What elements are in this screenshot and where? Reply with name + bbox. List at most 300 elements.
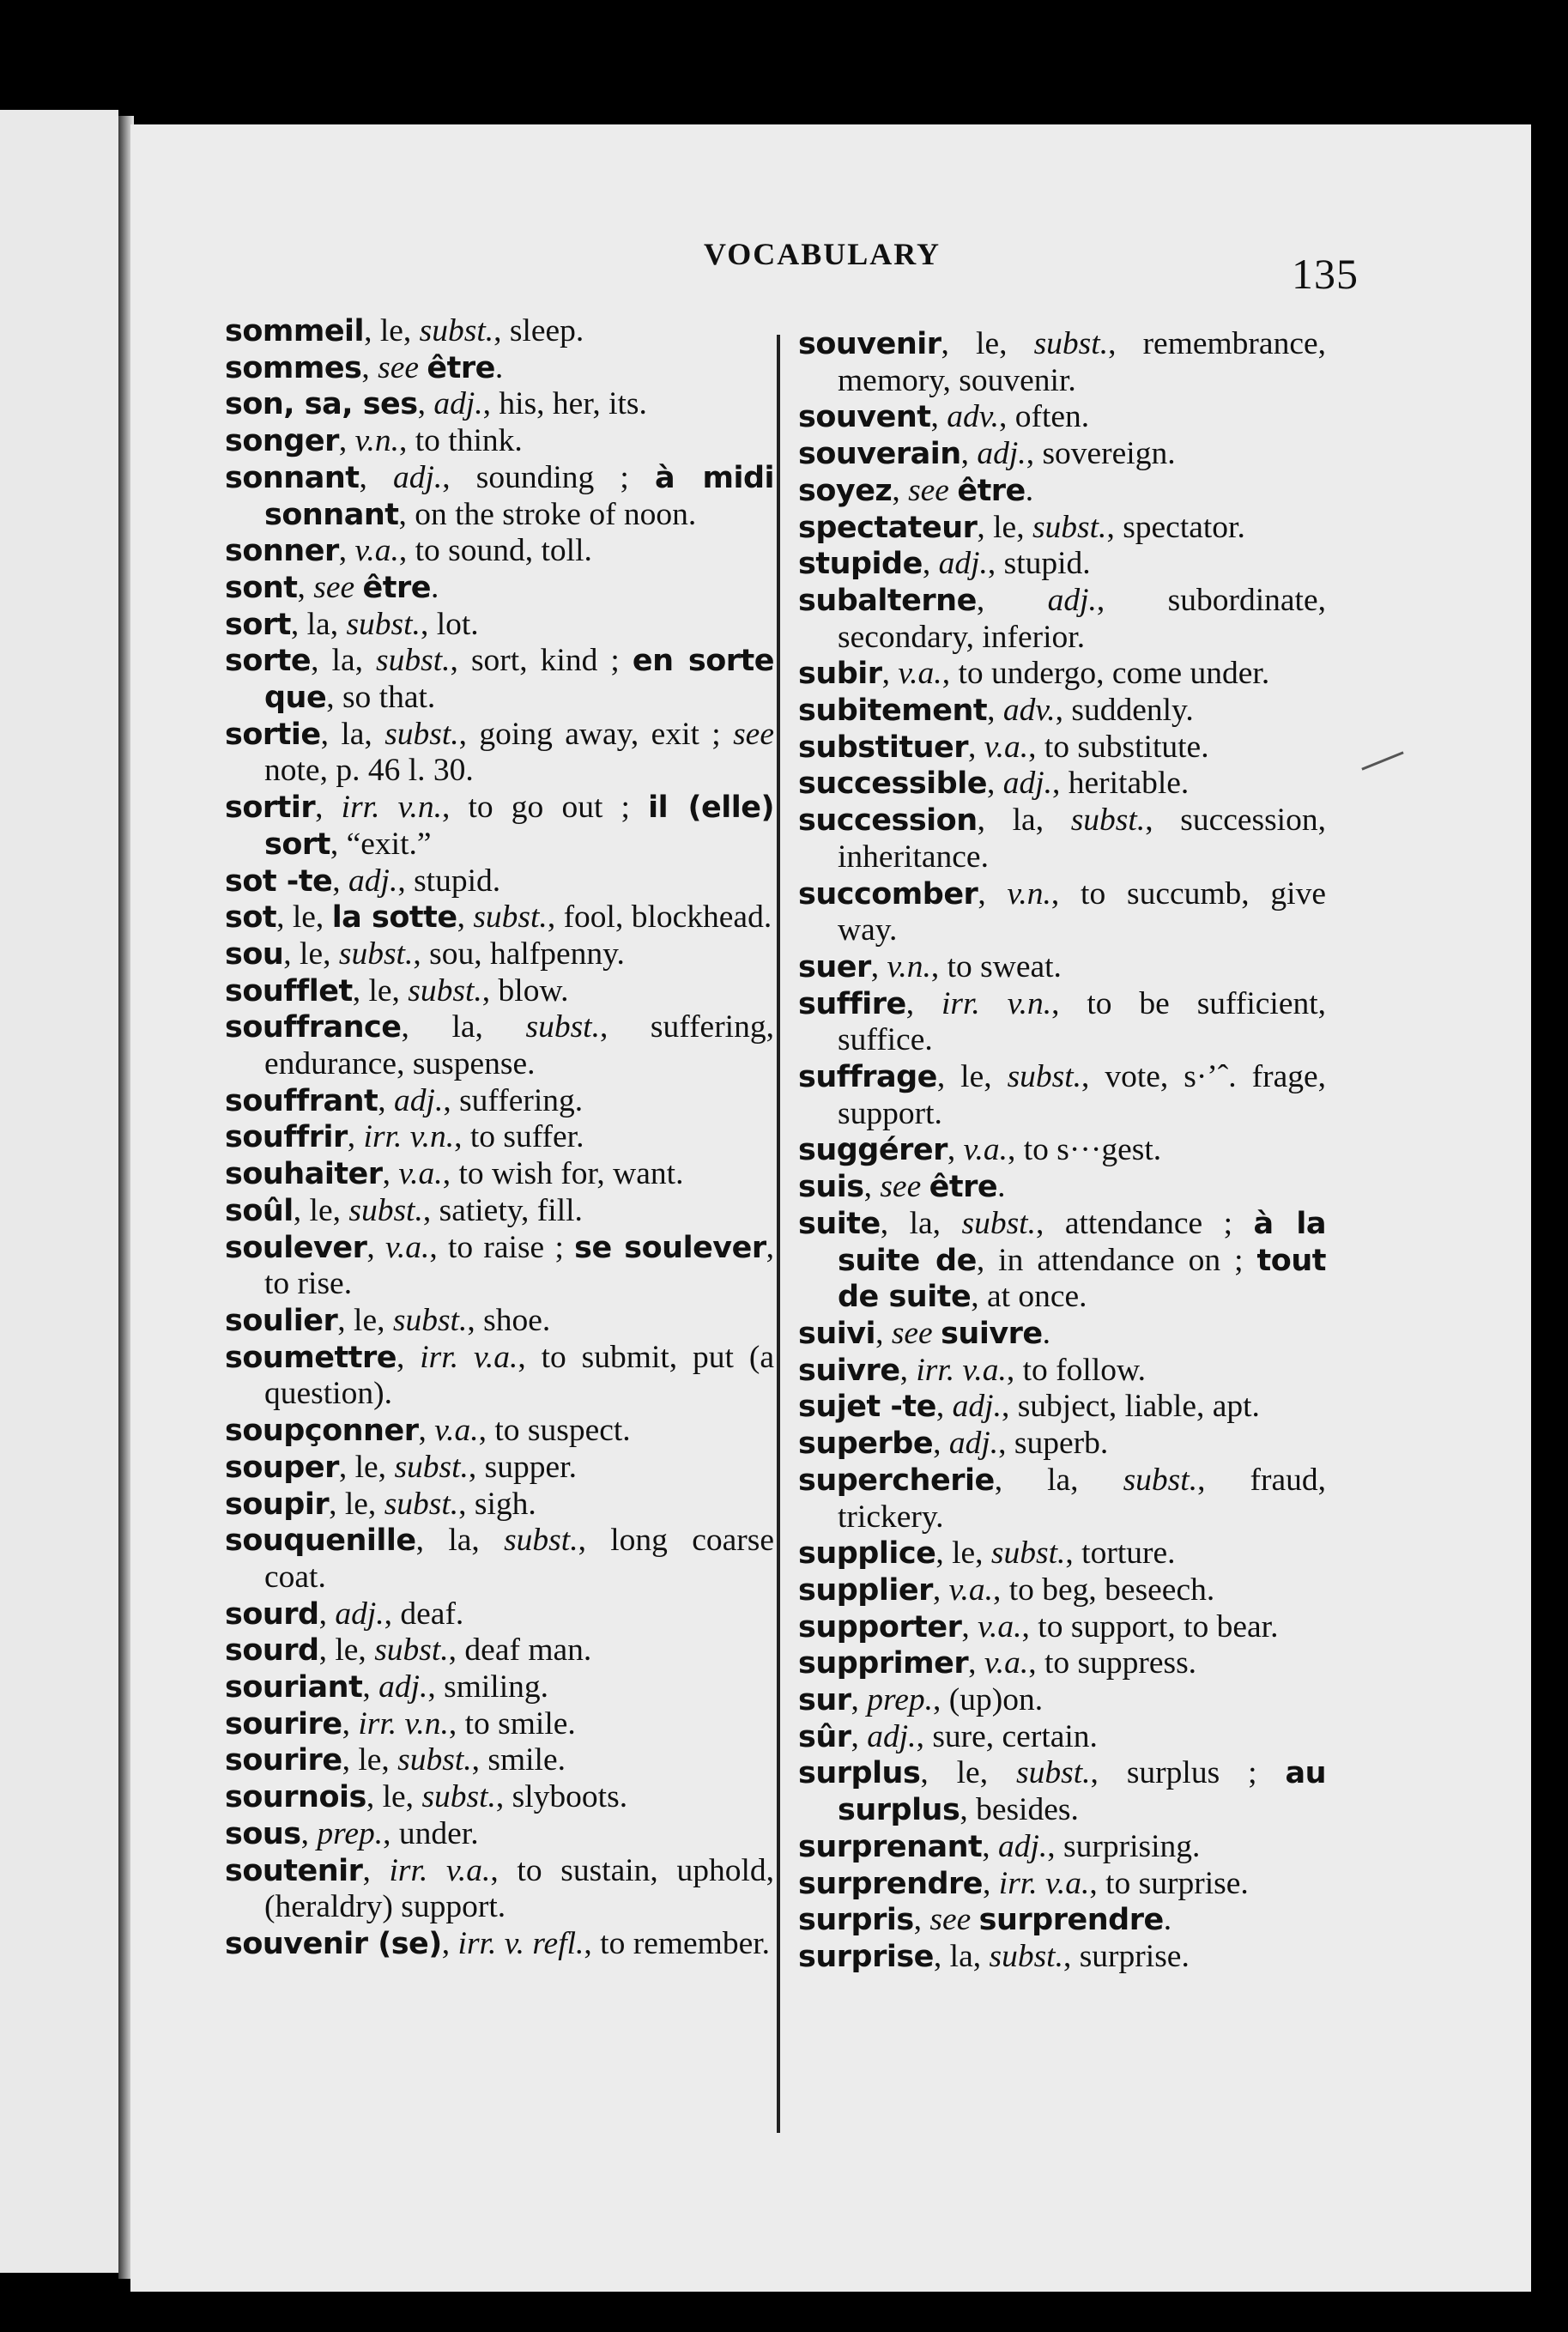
definition-text: , to sustain, uphold, (heraldry) support.	[264, 1852, 774, 1925]
definition-text: .	[494, 349, 504, 385]
grammar-label: subst.	[989, 1938, 1063, 1974]
grammar-label: v.a.	[434, 1413, 479, 1449]
vocab-entry	[225, 1926, 774, 1963]
definition-text: , torture.	[1065, 1535, 1176, 1572]
vocab-entry	[225, 1083, 774, 1120]
definition-text: , attendance ;	[1035, 1205, 1254, 1241]
definition-text: , deaf man.	[448, 1632, 592, 1669]
headword: soutenir	[225, 1853, 363, 1888]
definition-text: , in attendance on ;	[976, 1242, 1257, 1278]
grammar-label: v.a.	[898, 656, 942, 692]
definition-text: , sort, kind ;	[450, 643, 633, 679]
headword: être	[362, 570, 432, 605]
headword: soulever	[225, 1230, 367, 1265]
definition-text: , to s···gest.	[1007, 1132, 1162, 1168]
definition-text: ,	[851, 1718, 868, 1754]
definition-text: ,	[417, 386, 434, 422]
headword: sommes	[225, 350, 362, 385]
definition-text: , le,	[920, 1755, 1017, 1791]
definition-text	[354, 570, 362, 605]
definition-text: , to raise ;	[429, 1229, 575, 1265]
vocab-entry	[798, 1132, 1326, 1169]
vocab-entry	[798, 693, 1326, 730]
headword: substituer	[798, 730, 969, 765]
definition-text: , to substitute.	[1028, 729, 1209, 765]
grammar-label: see	[313, 569, 355, 605]
definition-text: ,	[863, 1169, 881, 1205]
definition-text: ,	[875, 1315, 892, 1351]
running-head: VOCABULARY	[704, 237, 941, 271]
vocab-entry	[798, 1389, 1326, 1426]
grammar-label: subst.	[346, 606, 421, 642]
headword: sort	[225, 607, 291, 642]
definition-text: , sou, halfpenny.	[413, 936, 625, 972]
headword: en sorte que	[264, 644, 774, 716]
vocab-entry	[225, 386, 774, 423]
headword: superbe	[798, 1426, 934, 1462]
grammar-label: subst.	[473, 899, 548, 936]
headword: spectateur	[798, 510, 978, 545]
grammar-label: adj.	[394, 1082, 444, 1118]
definition-text: , le,	[936, 1059, 1008, 1095]
definition-text: ,	[986, 766, 1003, 802]
definition-text: , stupid.	[987, 546, 1091, 582]
headword: à la suite de	[838, 1206, 1326, 1278]
grammar-label: subst.	[1070, 803, 1146, 839]
definition-text: , le,	[337, 1302, 393, 1338]
definition-text: , satiety, fill.	[422, 1192, 583, 1228]
definition-text: , le,	[977, 509, 1032, 545]
definition-text: , le,	[364, 313, 420, 348]
vocab-entry	[225, 607, 774, 644]
grammar-label: adj.	[392, 459, 443, 495]
definition-text: ,	[932, 1572, 949, 1608]
headword: stupide	[798, 547, 923, 582]
headword: soufflet	[225, 973, 353, 1009]
definition-text: , to support, to bear.	[1021, 1608, 1279, 1645]
headword: supplice	[798, 1536, 936, 1572]
headword: sortie	[225, 717, 321, 752]
headword: sur	[798, 1683, 851, 1718]
definition-text: , smile.	[471, 1742, 566, 1778]
grammar-label: adj.	[348, 863, 398, 899]
vocab-entry	[225, 1450, 774, 1487]
headword: supprimer	[798, 1646, 969, 1681]
definition-text	[949, 473, 957, 508]
definition-text: ,	[968, 729, 984, 765]
grammar-label: v.a.	[984, 729, 1029, 765]
headword: sûr	[798, 1719, 851, 1754]
headword: suivi	[798, 1316, 876, 1351]
vocab-entry	[798, 1682, 1326, 1719]
vocab-entry	[798, 803, 1326, 875]
grammar-label: subst.	[1123, 1462, 1198, 1498]
definition-text: , sure, certain.	[916, 1718, 1098, 1754]
headword: tout de suite	[838, 1243, 1326, 1315]
definition-text: ,	[960, 436, 978, 472]
vocab-entry	[225, 1853, 774, 1926]
vocab-entry	[225, 533, 774, 570]
definition-text: ,	[978, 875, 1008, 912]
definition-text: .	[1025, 472, 1034, 508]
definition-text: ,	[968, 1645, 984, 1681]
definition-text: , to beg, beseech.	[992, 1572, 1215, 1608]
headword: sournois	[225, 1780, 366, 1815]
definition-text: , le,	[276, 899, 332, 936]
vocab-entry	[225, 973, 774, 1010]
definition-text: , succession, inheritance.	[838, 803, 1326, 875]
grammar-label: subst.	[384, 1486, 459, 1522]
grammar-label: subst.	[392, 1302, 468, 1338]
headword: soumettre	[225, 1340, 397, 1375]
definition-text: , le,	[366, 1779, 422, 1815]
vocab-entry	[798, 1463, 1326, 1535]
headword: souhaiter	[225, 1157, 383, 1192]
definition-text: , to sound, toll.	[398, 533, 592, 569]
definition-text: ,	[338, 533, 355, 569]
definition-text: , surplus ;	[1090, 1755, 1286, 1791]
vocab-entry	[798, 1059, 1326, 1132]
headword: sous	[225, 1816, 301, 1851]
headword: surprendre	[798, 1866, 984, 1901]
vocab-entry	[798, 1609, 1326, 1646]
definition-text: , sovereign.	[1026, 436, 1176, 472]
vocab-entry	[798, 1829, 1326, 1866]
vocab-entry	[225, 643, 774, 716]
grammar-label: irr. v. refl.	[457, 1925, 584, 1961]
definition-text: , la,	[290, 606, 347, 642]
headword: souffrir	[225, 1120, 348, 1155]
definition-text: , to submit, put (a question).	[264, 1339, 775, 1412]
definition-text: ,	[881, 656, 899, 692]
definition-text: , long coarse coat.	[264, 1523, 774, 1595]
definition-text: , subject, liable, apt.	[1001, 1389, 1260, 1425]
headword: soupçonner	[225, 1414, 419, 1449]
headword: suivre	[941, 1316, 1043, 1351]
definition-text: , la,	[415, 1523, 505, 1559]
headword: sot	[225, 900, 277, 936]
vocab-entry	[225, 1779, 774, 1816]
definition-text: , le,	[338, 1449, 395, 1485]
vocab-entry	[798, 1169, 1326, 1206]
grammar-label: irr. v.a.	[389, 1852, 491, 1888]
headword: subir	[798, 657, 882, 692]
definition-text: , sounding ;	[442, 459, 655, 495]
headword: suggérer	[798, 1133, 947, 1168]
vocab-entry	[798, 766, 1326, 803]
definition-text: , la,	[994, 1462, 1123, 1498]
vocab-entry	[225, 1596, 774, 1633]
definition-text: , besides.	[960, 1792, 1079, 1828]
definition-text: , supper.	[468, 1449, 577, 1485]
vocab-entry	[798, 1535, 1326, 1572]
grammar-label: subst.	[990, 1535, 1066, 1572]
headword: subitement	[798, 694, 988, 729]
grammar-label: v.a.	[984, 1645, 1029, 1681]
vocab-entry	[225, 1816, 774, 1853]
grammar-label: subst.	[394, 1449, 469, 1485]
definition-text: ,	[332, 863, 349, 899]
definition-text: , to rise.	[264, 1229, 774, 1302]
definition-text: ,	[983, 1865, 999, 1901]
headword: être	[427, 350, 495, 385]
definition-text: , le,	[329, 1486, 384, 1522]
definition-text	[921, 1169, 929, 1204]
vocab-entry	[225, 313, 774, 350]
column-divider	[777, 335, 780, 2133]
definition-text: , sigh.	[458, 1486, 536, 1522]
vocab-entry	[798, 730, 1326, 766]
vocab-entry	[798, 510, 1326, 547]
definition-text: , “exit.”	[330, 826, 432, 862]
vocab-entry	[225, 350, 774, 387]
definition-text: , heritable.	[1051, 766, 1190, 802]
headword: souvent	[798, 400, 931, 435]
grammar-label: irr. v.n.	[941, 985, 1052, 1021]
grammar-label: subst.	[504, 1523, 578, 1559]
headword: souvenir	[798, 327, 941, 361]
headword: souquenille	[225, 1523, 416, 1559]
headword: à midi sonnant	[264, 460, 774, 532]
definition-text: ,	[947, 1132, 964, 1168]
headword: il (elle) sort	[264, 790, 774, 862]
vocab-entry	[798, 1426, 1326, 1463]
definition-text: .	[431, 569, 439, 605]
headword: sot -te	[225, 863, 333, 899]
definition-text	[933, 1316, 941, 1351]
vocab-entry	[225, 1340, 774, 1413]
definition-text: ,	[362, 1852, 390, 1888]
definition-text: , to wish for, want.	[442, 1156, 684, 1192]
definition-text: , to remember.	[584, 1925, 771, 1961]
grammar-label: adj.	[867, 1718, 917, 1754]
definition-text: , surprise.	[1062, 1938, 1190, 1974]
definition-text: , la,	[977, 803, 1071, 839]
headword: succession	[798, 803, 978, 839]
definition-text: , la,	[933, 1938, 990, 1974]
definition-text: , to think.	[398, 423, 523, 459]
definition-text: , suddenly.	[1055, 693, 1194, 729]
definition-text: .	[997, 1169, 1006, 1205]
definition-text: ,	[961, 1608, 978, 1645]
vocab-entry	[225, 1523, 774, 1596]
vocab-entry	[798, 1645, 1326, 1682]
definition-text: ,	[396, 1339, 421, 1375]
grammar-label: v.n.	[1007, 875, 1051, 912]
grammar-label: adj.	[977, 436, 1026, 472]
headword: suite	[798, 1206, 881, 1241]
definition-text: , to suffer.	[454, 1119, 584, 1155]
headword: sourd	[225, 1633, 319, 1669]
grammar-label: v.a.	[398, 1156, 443, 1192]
vocab-entry	[225, 790, 774, 863]
definition-text: , le,	[941, 326, 1034, 361]
grammar-label: see	[880, 1169, 922, 1205]
headword: songer	[225, 424, 339, 459]
grammar-label: adj.	[1002, 766, 1052, 802]
grammar-label: subst.	[421, 1779, 496, 1815]
headword: surprise	[798, 1939, 934, 1974]
definition-text: ,	[378, 1082, 395, 1118]
definition-text: , smiling.	[427, 1669, 549, 1705]
definition-text: , le,	[318, 1632, 375, 1669]
grammar-label: v.a.	[963, 1132, 1008, 1168]
definition-text: , shoe.	[467, 1302, 551, 1338]
vocab-entry	[798, 1866, 1326, 1903]
definition-text: , la,	[311, 643, 377, 679]
grammar-label: v.a.	[384, 1229, 430, 1265]
headword: sourd	[225, 1596, 319, 1632]
definition-text: ,	[892, 472, 909, 508]
vocab-entry	[798, 1902, 1326, 1939]
grammar-label: irr. v.n.	[358, 1705, 449, 1741]
headword: suffrage	[798, 1060, 937, 1095]
grammar-label: irr. v.n.	[363, 1119, 455, 1155]
grammar-label: subst.	[525, 1009, 600, 1045]
grammar-label: prep.	[867, 1682, 933, 1718]
grammar-label: adj.	[335, 1596, 384, 1632]
grammar-label: irr. v.n.	[341, 790, 442, 826]
grammar-label: adj.	[938, 546, 988, 582]
definition-text: , to sweat.	[930, 948, 1062, 984]
definition-text: , remembrance, memory, souvenir.	[838, 326, 1326, 398]
definition-text: ,	[933, 1426, 949, 1462]
vocab-entry	[225, 1669, 774, 1706]
vocab-entry	[225, 1303, 774, 1340]
headword: son, sa, ses	[225, 387, 418, 422]
definition-text: ,	[366, 1229, 385, 1265]
definition-text: , to succumb, give way.	[838, 875, 1326, 948]
definition-text: , to smile.	[448, 1705, 576, 1741]
grammar-label: subst.	[961, 1205, 1036, 1241]
definition-text: , to surprise.	[1089, 1865, 1249, 1901]
definition-text: , under.	[383, 1815, 479, 1851]
headword: sou	[225, 936, 284, 972]
headword: souper	[225, 1450, 339, 1485]
definition-text: , subordinate, secondary, inferior.	[838, 582, 1326, 655]
headword: suis	[798, 1170, 864, 1205]
definition-text: , to suppress.	[1028, 1645, 1197, 1681]
definition-text: , le,	[935, 1535, 991, 1572]
grammar-label: adj.	[952, 1389, 1002, 1425]
headword: supporter	[798, 1609, 962, 1645]
definition-text: ,	[899, 1352, 917, 1388]
headword: souffrant	[225, 1083, 378, 1118]
headword: souverain	[798, 437, 961, 472]
definition-text: , fraud, trickery.	[838, 1462, 1326, 1535]
grammar-label: irr. v.a.	[916, 1352, 1007, 1388]
definition-text: , blow.	[481, 972, 569, 1009]
definition-text: , often.	[999, 399, 1090, 435]
vocab-entry	[225, 1487, 774, 1523]
vocab-entry	[798, 473, 1326, 510]
vocab-entry	[225, 1742, 774, 1779]
grammar-label: subst.	[376, 643, 451, 679]
definition-text: , suffering.	[443, 1082, 584, 1118]
definition-text: , le,	[293, 1192, 349, 1228]
grammar-label: subst.	[384, 716, 459, 752]
definition-text: ,	[297, 569, 314, 605]
left-column	[225, 313, 774, 1963]
definition-text: ,	[318, 1596, 336, 1632]
headword: soupir	[225, 1487, 330, 1522]
grammar-label: v.a.	[948, 1572, 993, 1608]
vocab-entry	[798, 436, 1326, 473]
grammar-label: see	[891, 1315, 933, 1351]
headword: surprenant	[798, 1829, 983, 1864]
definition-text: ,	[441, 1925, 458, 1961]
vocab-entry	[798, 1316, 1326, 1353]
vocab-entry	[225, 1119, 774, 1156]
vocab-entry	[225, 570, 774, 607]
grammar-label: adj.	[948, 1426, 999, 1462]
definition-text: ,	[851, 1682, 868, 1718]
headword: surplus	[798, 1756, 921, 1791]
vocab-entry	[225, 1413, 774, 1450]
vocab-entry	[798, 986, 1326, 1059]
vocab-entry	[225, 1009, 774, 1082]
definition-text: , to follow.	[1006, 1352, 1147, 1388]
headword: sourire	[225, 1743, 342, 1778]
headword: la sotte	[331, 900, 457, 936]
headword: suivre	[798, 1353, 900, 1388]
grammar-label: prep.	[317, 1815, 384, 1851]
grammar-label: subst.	[348, 1192, 423, 1228]
headword: se soulever	[574, 1230, 766, 1265]
headword: surpris	[798, 1903, 914, 1938]
grammar-label: subst.	[397, 1742, 472, 1778]
definition-text: ,	[913, 1902, 930, 1938]
definition-text: , to be sufficient, suffice.	[838, 985, 1327, 1058]
definition-text: , so that.	[326, 680, 436, 716]
definition-text: , to undergo, come under.	[941, 656, 1270, 692]
definition-text: ,	[935, 1389, 953, 1425]
headword: soûl	[225, 1193, 294, 1228]
vocab-entry	[798, 1719, 1326, 1756]
grammar-label: see	[929, 1902, 972, 1938]
grammar-label: see	[378, 349, 420, 385]
headword: successible	[798, 766, 987, 802]
grammar-label: adj.	[378, 1669, 428, 1705]
vocab-entry	[225, 863, 774, 900]
definition-text: ,	[905, 985, 941, 1021]
grammar-label: see	[733, 716, 774, 752]
grammar-label: adv.	[1002, 693, 1056, 729]
grammar-label: v.a.	[354, 533, 399, 569]
definition-text: , his, her, its.	[482, 386, 647, 422]
vocab-entry	[798, 326, 1326, 399]
definition-text: , to suspect.	[478, 1413, 631, 1449]
definition-text: ,	[982, 1828, 998, 1864]
definition-text: ,	[930, 399, 947, 435]
right-column	[798, 326, 1326, 1976]
definition-text: , superb.	[998, 1426, 1109, 1462]
definition-text: , surprising.	[1047, 1828, 1201, 1864]
definition-text: , on the stroke of noon.	[398, 496, 697, 532]
definition-text: ,	[342, 1705, 359, 1741]
facing-page-edge	[0, 110, 118, 2273]
headword: suer	[798, 949, 871, 984]
headword: souffrance	[225, 1010, 402, 1045]
definition-text: .	[1163, 1902, 1172, 1938]
grammar-label: see	[908, 472, 949, 508]
definition-text: ,	[457, 899, 474, 936]
vocab-entry	[798, 546, 1326, 583]
vocab-entry	[225, 1706, 774, 1743]
definition-text: ,	[922, 546, 939, 582]
definition-text: ,	[382, 1156, 399, 1192]
definition-text: , le,	[342, 1742, 398, 1778]
